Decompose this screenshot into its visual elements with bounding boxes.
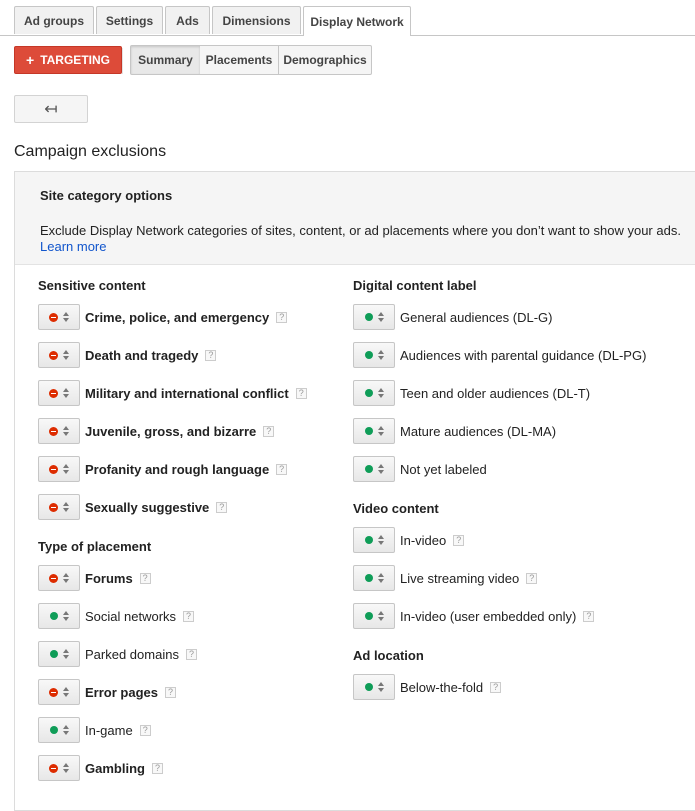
help-icon[interactable]: ? bbox=[453, 535, 464, 546]
exclusion-item bbox=[353, 673, 501, 701]
item-label: Juvenile, gross, and bizarre bbox=[85, 423, 257, 439]
included-icon bbox=[365, 389, 373, 397]
tab-bar bbox=[0, 0, 695, 36]
exclusion-item bbox=[38, 455, 287, 483]
state-toggle[interactable] bbox=[353, 565, 395, 591]
back-button[interactable] bbox=[14, 95, 88, 123]
state-toggle[interactable] bbox=[38, 342, 80, 368]
up-down-arrows-icon bbox=[378, 682, 384, 692]
item-label: Forums bbox=[85, 570, 133, 586]
learn-more-link[interactable]: Learn more bbox=[40, 239, 107, 254]
plus-icon: + bbox=[26, 52, 35, 68]
exclusion-item bbox=[38, 341, 216, 369]
item-label: Social networks bbox=[85, 608, 177, 624]
state-toggle[interactable] bbox=[38, 565, 80, 591]
item-label: Audiences with parental guidance (DL-PG) bbox=[400, 347, 647, 363]
help-icon[interactable]: ? bbox=[583, 611, 594, 622]
exclusion-item bbox=[38, 754, 163, 782]
help-icon[interactable]: ? bbox=[140, 725, 151, 736]
help-icon[interactable]: ? bbox=[165, 687, 176, 698]
up-down-arrows-icon bbox=[378, 388, 384, 398]
help-icon[interactable]: ? bbox=[490, 682, 501, 693]
state-toggle[interactable] bbox=[38, 494, 80, 520]
help-icon[interactable]: ? bbox=[263, 426, 274, 437]
exclusion-item bbox=[38, 640, 197, 668]
included-icon bbox=[365, 351, 373, 359]
section-title-placement: Type of placement bbox=[38, 539, 152, 554]
item-label: Live streaming video bbox=[400, 570, 520, 586]
item-label: In-game bbox=[85, 722, 133, 738]
excluded-icon bbox=[49, 465, 58, 474]
item-label: Death and tragedy bbox=[85, 347, 199, 363]
up-down-arrows-icon bbox=[378, 350, 384, 360]
state-toggle[interactable] bbox=[38, 304, 80, 330]
item-label: Teen and older audiences (DL-T) bbox=[400, 385, 591, 401]
help-icon[interactable]: ? bbox=[140, 573, 151, 584]
help-icon[interactable]: ? bbox=[276, 464, 287, 475]
segment-summary[interactable]: Summary bbox=[130, 45, 201, 75]
back-arrow-icon: ↤ bbox=[44, 101, 58, 118]
state-toggle[interactable] bbox=[353, 418, 395, 444]
up-down-arrows-icon bbox=[378, 573, 384, 583]
state-toggle[interactable] bbox=[353, 380, 395, 406]
state-toggle[interactable] bbox=[38, 380, 80, 406]
exclusion-item bbox=[353, 379, 590, 407]
panel-title: Site category options bbox=[40, 188, 173, 203]
excluded-icon bbox=[49, 503, 58, 512]
exclusion-item bbox=[353, 303, 552, 331]
up-down-arrows-icon bbox=[63, 388, 69, 398]
included-icon bbox=[365, 427, 373, 435]
included-icon bbox=[50, 650, 58, 658]
site-category-panel bbox=[14, 171, 695, 811]
item-label: Military and international conflict bbox=[85, 385, 289, 401]
state-toggle[interactable] bbox=[353, 603, 395, 629]
item-label: Mature audiences (DL-MA) bbox=[400, 423, 557, 439]
help-icon[interactable]: ? bbox=[296, 388, 307, 399]
item-label: Parked domains bbox=[85, 646, 179, 662]
excluded-icon bbox=[49, 574, 58, 583]
exclusion-item bbox=[38, 493, 227, 521]
panel-header bbox=[15, 172, 695, 265]
item-label: Not yet labeled bbox=[400, 461, 487, 477]
state-toggle[interactable] bbox=[38, 456, 80, 482]
excluded-icon bbox=[49, 688, 58, 697]
state-toggle[interactable] bbox=[353, 674, 395, 700]
excluded-icon bbox=[49, 389, 58, 398]
state-toggle[interactable] bbox=[353, 527, 395, 553]
exclusion-item bbox=[38, 602, 194, 630]
section-title-adloc: Ad location bbox=[353, 648, 424, 663]
up-down-arrows-icon bbox=[378, 535, 384, 545]
item-label: Profanity and rough language bbox=[85, 461, 270, 477]
up-down-arrows-icon bbox=[63, 611, 69, 621]
included-icon bbox=[365, 574, 373, 582]
state-toggle[interactable] bbox=[38, 755, 80, 781]
exclusion-item bbox=[353, 602, 594, 630]
up-down-arrows-icon bbox=[63, 649, 69, 659]
page-title: Campaign exclusions bbox=[14, 143, 167, 160]
segment-placements[interactable]: Placements bbox=[200, 45, 279, 75]
item-label: General audiences (DL-G) bbox=[400, 309, 553, 325]
exclusion-item bbox=[38, 303, 287, 331]
targeting-label: TARGETING bbox=[40, 53, 110, 67]
included-icon bbox=[365, 313, 373, 321]
included-icon bbox=[365, 612, 373, 620]
exclusion-item bbox=[38, 379, 307, 407]
toolbar-divider bbox=[122, 48, 123, 74]
exclusion-item bbox=[353, 564, 537, 592]
section-title-digital: Digital content label bbox=[353, 278, 477, 293]
item-label: Gambling bbox=[85, 760, 145, 776]
up-down-arrows-icon bbox=[63, 763, 69, 773]
exclusion-item bbox=[38, 716, 151, 744]
state-toggle[interactable] bbox=[38, 603, 80, 629]
help-icon[interactable]: ? bbox=[183, 611, 194, 622]
tab-ads[interactable]: Ads bbox=[165, 6, 210, 34]
exclusion-item bbox=[353, 341, 646, 369]
up-down-arrows-icon bbox=[63, 725, 69, 735]
up-down-arrows-icon bbox=[378, 464, 384, 474]
item-label: Below-the-fold bbox=[400, 679, 484, 695]
item-label: Crime, police, and emergency bbox=[85, 309, 270, 325]
item-label: Sexually suggestive bbox=[85, 499, 210, 515]
up-down-arrows-icon bbox=[63, 312, 69, 322]
help-icon[interactable]: ? bbox=[152, 763, 163, 774]
help-icon[interactable]: ? bbox=[186, 649, 197, 660]
included-icon bbox=[365, 536, 373, 544]
help-icon[interactable]: ? bbox=[205, 350, 216, 361]
up-down-arrows-icon bbox=[63, 502, 69, 512]
tab-settings[interactable]: Settings bbox=[96, 6, 163, 34]
state-toggle[interactable] bbox=[38, 418, 80, 444]
exclusion-item bbox=[353, 526, 464, 554]
included-icon bbox=[50, 612, 58, 620]
up-down-arrows-icon bbox=[63, 687, 69, 697]
excluded-icon bbox=[49, 427, 58, 436]
segment-demographics[interactable]: Demographics bbox=[278, 45, 372, 75]
item-label: In-video (user embedded only) bbox=[400, 608, 577, 624]
included-icon bbox=[365, 683, 373, 691]
section-title-video: Video content bbox=[353, 501, 439, 516]
up-down-arrows-icon bbox=[63, 350, 69, 360]
tab-display-network[interactable]: Display Network bbox=[303, 6, 411, 36]
exclusion-item bbox=[353, 455, 487, 483]
exclusion-item bbox=[353, 417, 556, 445]
help-icon[interactable]: ? bbox=[216, 502, 227, 513]
tab-dimensions[interactable]: Dimensions bbox=[212, 6, 301, 34]
help-icon[interactable]: ? bbox=[526, 573, 537, 584]
state-toggle[interactable] bbox=[38, 717, 80, 743]
exclusion-item bbox=[38, 417, 274, 445]
up-down-arrows-icon bbox=[63, 426, 69, 436]
state-toggle[interactable] bbox=[353, 304, 395, 330]
up-down-arrows-icon bbox=[378, 426, 384, 436]
up-down-arrows-icon bbox=[378, 312, 384, 322]
up-down-arrows-icon bbox=[63, 464, 69, 474]
description-text: Exclude Display Network categories of sites, content, or ad placements where you don’t want to show your ads. bbox=[40, 223, 681, 238]
state-toggle[interactable] bbox=[38, 641, 80, 667]
targeting-button[interactable] bbox=[14, 46, 122, 74]
excluded-icon bbox=[49, 764, 58, 773]
excluded-icon bbox=[49, 351, 58, 360]
panel-description bbox=[40, 223, 690, 255]
tab-ad-groups[interactable]: Ad groups bbox=[14, 6, 94, 34]
excluded-icon bbox=[49, 313, 58, 322]
exclusion-item bbox=[38, 564, 151, 592]
item-label: Error pages bbox=[85, 684, 158, 700]
included-icon bbox=[50, 726, 58, 734]
included-icon bbox=[365, 465, 373, 473]
help-icon[interactable]: ? bbox=[276, 312, 287, 323]
state-toggle[interactable] bbox=[353, 456, 395, 482]
state-toggle[interactable] bbox=[38, 679, 80, 705]
section-title-sensitive: Sensitive content bbox=[38, 278, 146, 293]
up-down-arrows-icon bbox=[378, 611, 384, 621]
exclusion-item bbox=[38, 678, 176, 706]
item-label: In-video bbox=[400, 532, 447, 548]
state-toggle[interactable] bbox=[353, 342, 395, 368]
up-down-arrows-icon bbox=[63, 573, 69, 583]
